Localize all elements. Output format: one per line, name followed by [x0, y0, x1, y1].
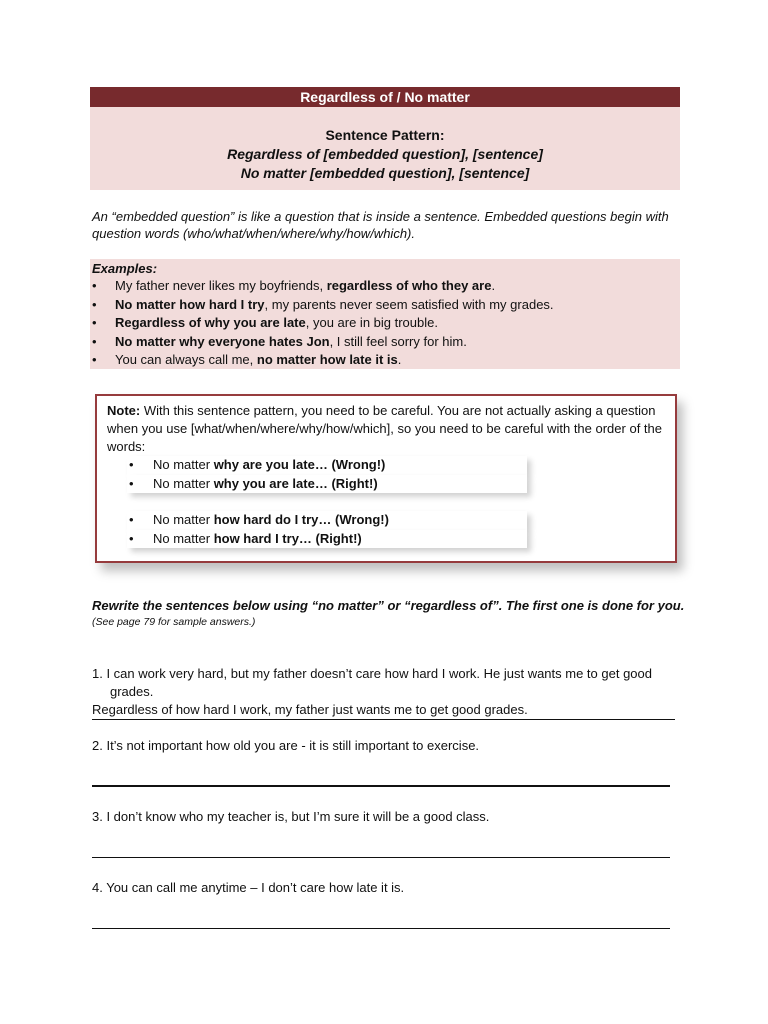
- pattern-line-no-matter: No matter [embedded question], [sentence]: [240, 165, 530, 181]
- pattern-heading: Sentence Pattern:: [325, 127, 445, 143]
- note-item-bold: how hard I try… (Right!): [213, 530, 362, 546]
- question-2-text: 2. It’s not important how old you are - it is still important to exercise.: [92, 738, 480, 753]
- example-bold: No matter how hard I try: [115, 296, 265, 312]
- sample-answers-note: (See page 79 for sample answers.): [92, 616, 256, 628]
- examples-list: [90, 277, 680, 370]
- bullet-icon: •: [129, 475, 134, 491]
- note-label: Note:: [107, 403, 141, 418]
- example-bold: No matter why everyone hates Jon: [115, 333, 330, 349]
- note-body: With this sentence pattern, you need to be careful. You are not actually asking a question when you use [what/when/where/why/how/which], so you need to be careful with the order of the words:: [107, 403, 662, 454]
- bullet-icon: •: [92, 315, 97, 330]
- question-1: [92, 665, 692, 701]
- example-text-end: .: [491, 278, 496, 293]
- note-item-text: No matter: [153, 530, 214, 546]
- worksheet-title: Regardless of / No matter: [90, 87, 680, 107]
- example-item: [90, 314, 680, 333]
- example-bold: no matter how late it is: [256, 352, 398, 367]
- bullet-icon: •: [129, 512, 134, 527]
- note-item: [127, 456, 527, 475]
- note-item-text: No matter: [153, 512, 214, 527]
- pattern-line-regardless: Regardless of [embedded question], [sentence]: [227, 146, 543, 162]
- example-item: [90, 351, 680, 370]
- question-1-text: 1. I can work very hard, but my father doesn’t care how hard I work. He just wants me to get good grades.: [92, 666, 652, 699]
- note-item-text: No matter: [153, 475, 214, 491]
- examples-heading: Examples:: [92, 261, 158, 276]
- example-text: You can always call me,: [115, 352, 257, 367]
- note-list-why: [127, 456, 527, 493]
- note-item: [127, 511, 527, 530]
- note-list-how: [127, 511, 527, 548]
- exercise-instructions: Rewrite the sentences below using “no matter” or “regardless of”. The first one is done for you.: [92, 598, 685, 613]
- note-item-bold: why you are late… (Right!): [213, 475, 378, 491]
- example-text-end: , I still feel sorry for him.: [329, 333, 467, 349]
- note-box: [95, 394, 677, 563]
- note-item-text: No matter: [153, 457, 214, 472]
- bullet-icon: •: [92, 296, 97, 312]
- note-item-bold: how hard do I try… (Wrong!): [213, 512, 389, 527]
- note-item: [127, 530, 527, 549]
- example-text-end: , you are in big trouble.: [305, 315, 438, 330]
- bullet-icon: •: [129, 530, 134, 546]
- question-4-text: 4. You can call me anytime – I don’t care how late it is.: [92, 880, 405, 895]
- example-item: [90, 333, 680, 352]
- example-bold: Regardless of why you are late: [115, 315, 306, 330]
- example-item: [90, 277, 680, 296]
- note-item: [127, 475, 527, 494]
- bullet-icon: •: [92, 352, 97, 367]
- example-item: [90, 296, 680, 315]
- examples-box: [90, 259, 680, 369]
- example-text-end: .: [397, 352, 402, 367]
- note-text: [107, 402, 667, 456]
- question-3-answer-line[interactable]: [92, 857, 670, 858]
- question-4-answer-line[interactable]: [92, 928, 670, 929]
- note-item-bold: why are you late… (Wrong!): [213, 457, 386, 472]
- sentence-pattern-box: [90, 107, 680, 190]
- question-3-text: 3. I don’t know who my teacher is, but I’m sure it will be a good class.: [92, 809, 490, 824]
- embedded-question-intro: An “embedded question” is like a question that is inside a sentence. Embedded questions begin with question words (who/what/when/where/why/how/which).: [92, 209, 669, 241]
- bullet-icon: •: [92, 278, 97, 293]
- example-text-end: , my parents never seem satisfied with my grades.: [264, 296, 554, 312]
- bullet-icon: •: [129, 457, 134, 472]
- example-bold: regardless of who they are: [326, 278, 492, 293]
- bullet-icon: •: [92, 333, 97, 349]
- example-text: My father never likes my boyfriends,: [115, 278, 327, 293]
- question-1-answer-line: Regardless of how hard I work, my father just wants me to get good grades.: [92, 701, 675, 720]
- question-2-answer-line[interactable]: [92, 785, 670, 787]
